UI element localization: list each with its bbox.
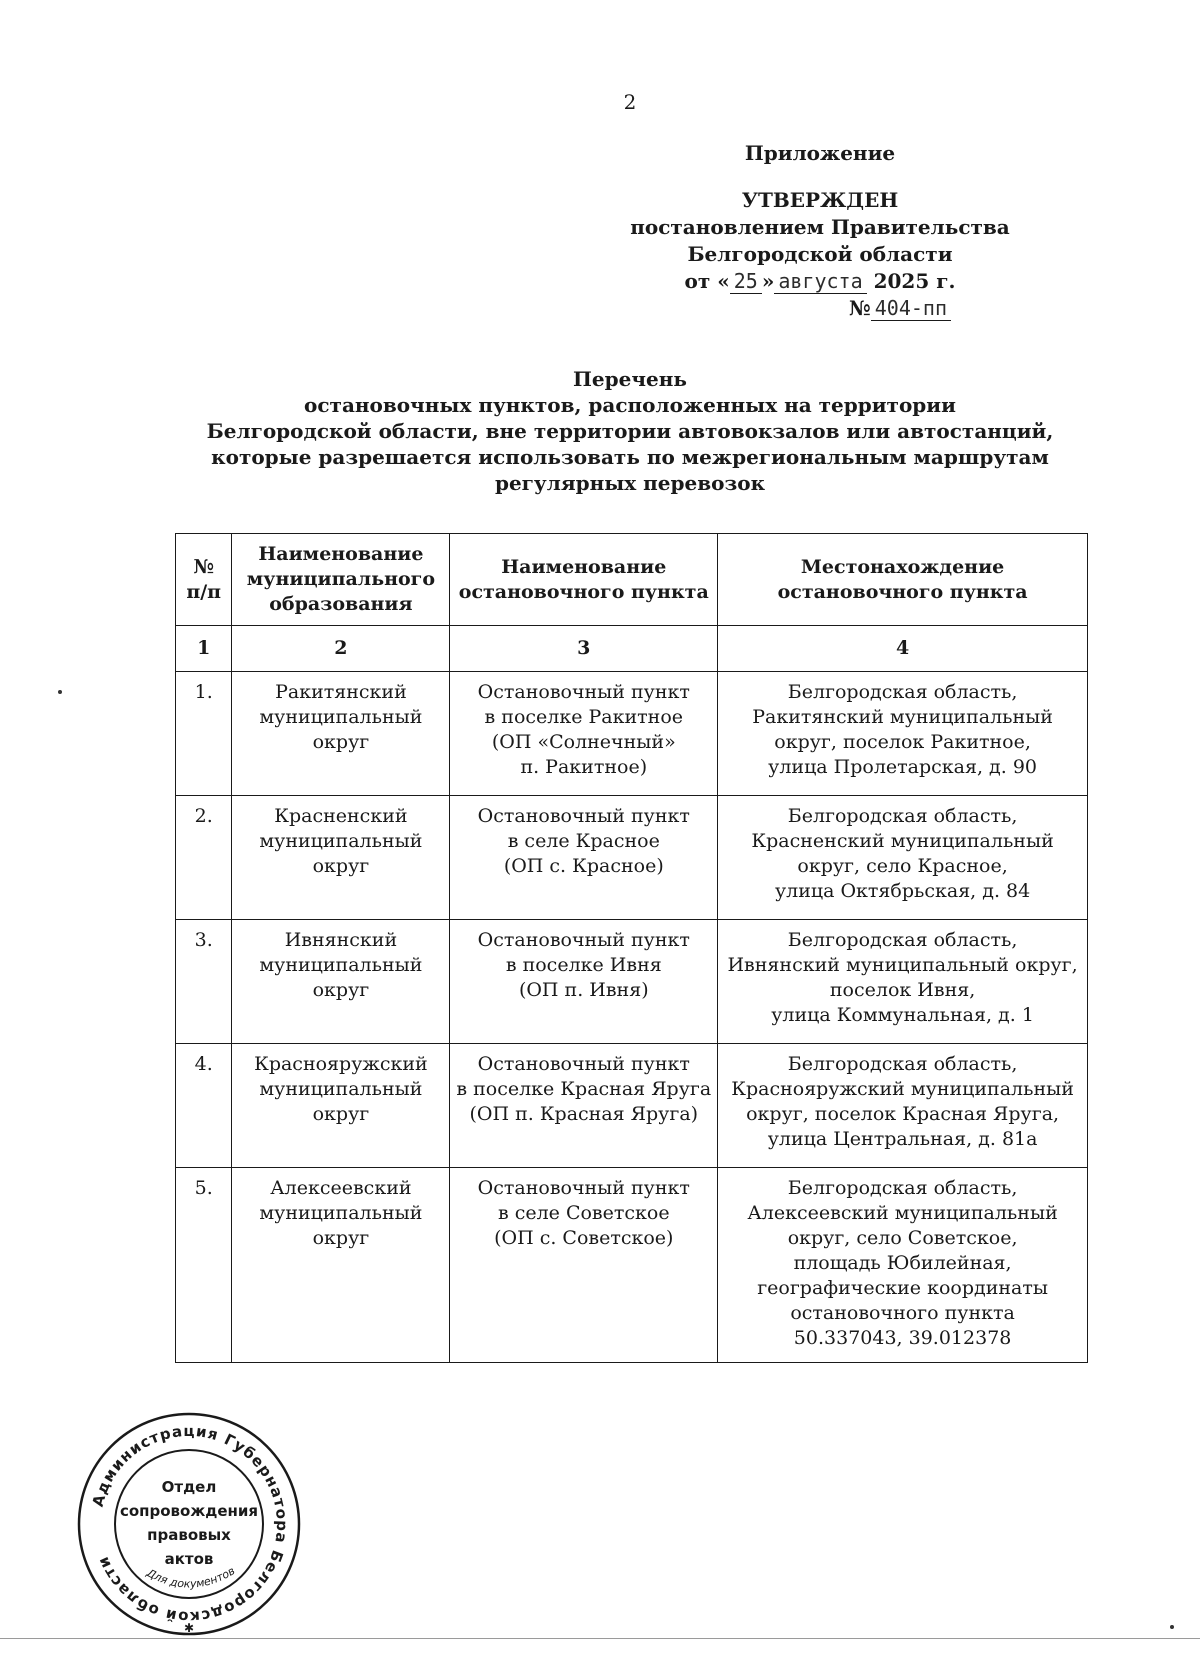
page-number: 2 — [623, 90, 637, 114]
approval-number: № 404-пп — [630, 295, 1010, 322]
table-row — [176, 920, 1088, 1044]
table-row — [176, 796, 1088, 920]
column-number: 1 — [176, 626, 232, 672]
stop-name-line: в поселке Красная Яруга — [456, 1078, 712, 1100]
stamp-center-line: Отдел — [161, 1478, 217, 1496]
location-line: Алексеевский муниципальный — [747, 1202, 1058, 1224]
municipality-cell — [232, 920, 450, 1044]
municipality-line: муниципальный — [259, 830, 423, 852]
stop-name-cell — [450, 796, 718, 920]
stops-table — [175, 533, 1088, 1363]
table-row — [176, 1044, 1088, 1168]
municipality-cell — [232, 672, 450, 796]
location-line: улица Центральная, д. 81а — [767, 1128, 1038, 1150]
header-line: Местонахождение — [800, 555, 1005, 578]
stop-name-cell — [450, 672, 718, 796]
header-stop-name — [450, 534, 718, 626]
row-number: 3. — [176, 920, 232, 1044]
location-line: Краснояружский муниципальный — [731, 1078, 1074, 1100]
approval-block — [630, 140, 1010, 322]
stamp-center-line: сопровождения — [119, 1502, 259, 1520]
column-number-row — [176, 626, 1088, 672]
municipality-cell — [232, 1044, 450, 1168]
header-line: № — [193, 555, 215, 578]
header-municipality — [232, 534, 450, 626]
location-line: Ракитянский муниципальный — [752, 706, 1053, 728]
approval-line-1: постановлением Правительства — [630, 215, 1010, 239]
title-line: регулярных перевозок — [494, 471, 766, 495]
official-stamp — [75, 1410, 303, 1638]
municipality-line: Ракитянский — [275, 681, 407, 703]
stop-name-cell — [450, 1044, 718, 1168]
document-title — [0, 366, 1200, 496]
municipality-line: Алексеевский — [270, 1177, 412, 1199]
header-line: Наименование — [501, 555, 667, 578]
stop-name-line: Остановочный пункт — [477, 929, 690, 951]
date-month: августа — [774, 269, 866, 294]
location-cell — [718, 796, 1088, 920]
stop-name-line: (ОП с. Советское) — [494, 1227, 674, 1249]
municipality-line: округ — [312, 855, 370, 877]
approved-label: УТВЕРЖДЕН — [741, 188, 899, 212]
location-line: 50.337043, 39.012378 — [793, 1327, 1012, 1349]
location-line: округ, село Красное, — [797, 855, 1008, 877]
location-line: Ивнянский муниципальный округ, — [727, 954, 1078, 976]
location-line: улица Октябрьская, д. 84 — [774, 880, 1031, 902]
header-line: муниципального — [246, 568, 435, 590]
stop-name-line: п. Ракитное) — [520, 756, 648, 778]
order-number: 404-пп — [871, 296, 951, 321]
date-day: 25 — [730, 269, 762, 294]
location-line: поселок Ивня, — [829, 979, 976, 1001]
title-line: Перечень — [573, 367, 687, 391]
municipality-line: муниципальный — [259, 1202, 423, 1224]
location-line: Белгородская область, — [787, 805, 1018, 827]
stamp-outer-ring — [79, 1414, 299, 1634]
row-number: 5. — [176, 1168, 232, 1363]
municipality-line: округ — [312, 731, 370, 753]
row-number: 2. — [176, 796, 232, 920]
title-line: которые разрешается использовать по межрегиональным маршрутам — [211, 445, 1049, 469]
location-cell — [718, 920, 1088, 1044]
location-line: округ, поселок Ракитное, — [774, 731, 1031, 753]
municipality-line: Краснояружский — [254, 1053, 428, 1075]
stamp-center-line: актов — [164, 1550, 214, 1568]
municipality-line: муниципальный — [259, 706, 423, 728]
row-number: 1. — [176, 672, 232, 796]
header-line: образования — [269, 593, 413, 615]
header-location — [718, 534, 1088, 626]
stop-name-cell — [450, 1168, 718, 1363]
scan-speck — [1170, 1625, 1174, 1629]
header-line: п/п — [186, 580, 222, 603]
scan-edge-line — [0, 1638, 1200, 1639]
stop-name-line: (ОП с. Красное) — [503, 855, 664, 877]
location-line: Белгородская область, — [787, 929, 1018, 951]
table-row — [176, 1168, 1088, 1363]
stop-name-line: Остановочный пункт — [477, 805, 690, 827]
stop-name-line: в поселке Ракитное — [484, 706, 684, 728]
stop-name-line: Остановочный пункт — [477, 1177, 690, 1199]
location-line: Белгородская область, — [787, 1053, 1018, 1075]
column-number: 4 — [718, 626, 1088, 672]
stamp-center-text — [120, 1478, 258, 1568]
header-line: Наименование — [258, 543, 424, 565]
location-line: округ, село Советское, — [787, 1227, 1018, 1249]
stamp-bottom-text: Для документов — [144, 1564, 238, 1591]
stop-name-line: в селе Советское — [497, 1202, 670, 1224]
municipality-line: Красненский — [274, 805, 408, 827]
location-cell — [718, 1044, 1088, 1168]
stop-name-line: (ОП «Солнечный» — [491, 731, 676, 753]
stop-name-line: Остановочный пункт — [477, 681, 690, 703]
stop-name-line: в поселке Ивня — [505, 954, 662, 976]
municipality-line: муниципальный — [259, 1078, 423, 1100]
stamp-center-line: правовых — [147, 1526, 231, 1544]
municipality-line: Ивнянский — [284, 929, 398, 951]
column-number: 2 — [232, 626, 450, 672]
annex-label: Приложение — [744, 141, 896, 165]
municipality-line: округ — [312, 979, 370, 1001]
header-number — [176, 534, 232, 626]
table-header-row — [176, 534, 1088, 626]
stop-name-line: (ОП п. Красная Яруга) — [469, 1103, 699, 1125]
stamp-ring-text: Администрация Губернатора Белгородской области — [88, 1421, 292, 1627]
stop-name-line: в селе Красное — [507, 830, 660, 852]
location-cell — [718, 672, 1088, 796]
title-line: остановочных пунктов, расположенных на территории — [304, 393, 956, 417]
header-line: остановочного пункта — [777, 580, 1028, 603]
location-cell — [718, 1168, 1088, 1363]
stop-name-line: (ОП п. Ивня) — [518, 979, 649, 1001]
scan-speck — [58, 690, 62, 694]
location-line: географические координаты — [757, 1277, 1048, 1299]
location-line: округ, поселок Красная Яруга, — [746, 1103, 1060, 1125]
municipality-line: округ — [312, 1103, 370, 1125]
approval-line-2: Белгородской области — [687, 242, 953, 266]
municipality-cell — [232, 1168, 450, 1363]
location-line: Красненский муниципальный — [751, 830, 1054, 852]
municipality-cell — [232, 796, 450, 920]
location-line: улица Коммунальная, д. 1 — [771, 1004, 1034, 1026]
location-line: площадь Юбилейная, — [793, 1252, 1012, 1274]
location-line: остановочного пункта — [790, 1302, 1015, 1324]
municipality-line: муниципальный — [259, 954, 423, 976]
title-line: Белгородской области, вне территории автовокзалов или автостанций, — [206, 419, 1054, 443]
stop-name-line: Остановочный пункт — [477, 1053, 690, 1075]
location-line: Белгородская область, — [787, 1177, 1018, 1199]
approval-date: от « 25 » августа 2025 г. — [684, 269, 956, 293]
header-line: остановочного пункта — [458, 580, 709, 603]
stamp-star-icon: ✱ — [183, 1621, 195, 1635]
municipality-line: округ — [312, 1227, 370, 1249]
column-number: 3 — [450, 626, 718, 672]
stamp-inner-ring — [115, 1450, 263, 1598]
location-line: Белгородская область, — [787, 681, 1018, 703]
table-row — [176, 672, 1088, 796]
row-number: 4. — [176, 1044, 232, 1168]
stop-name-cell — [450, 920, 718, 1044]
location-line: улица Пролетарская, д. 90 — [768, 756, 1038, 778]
